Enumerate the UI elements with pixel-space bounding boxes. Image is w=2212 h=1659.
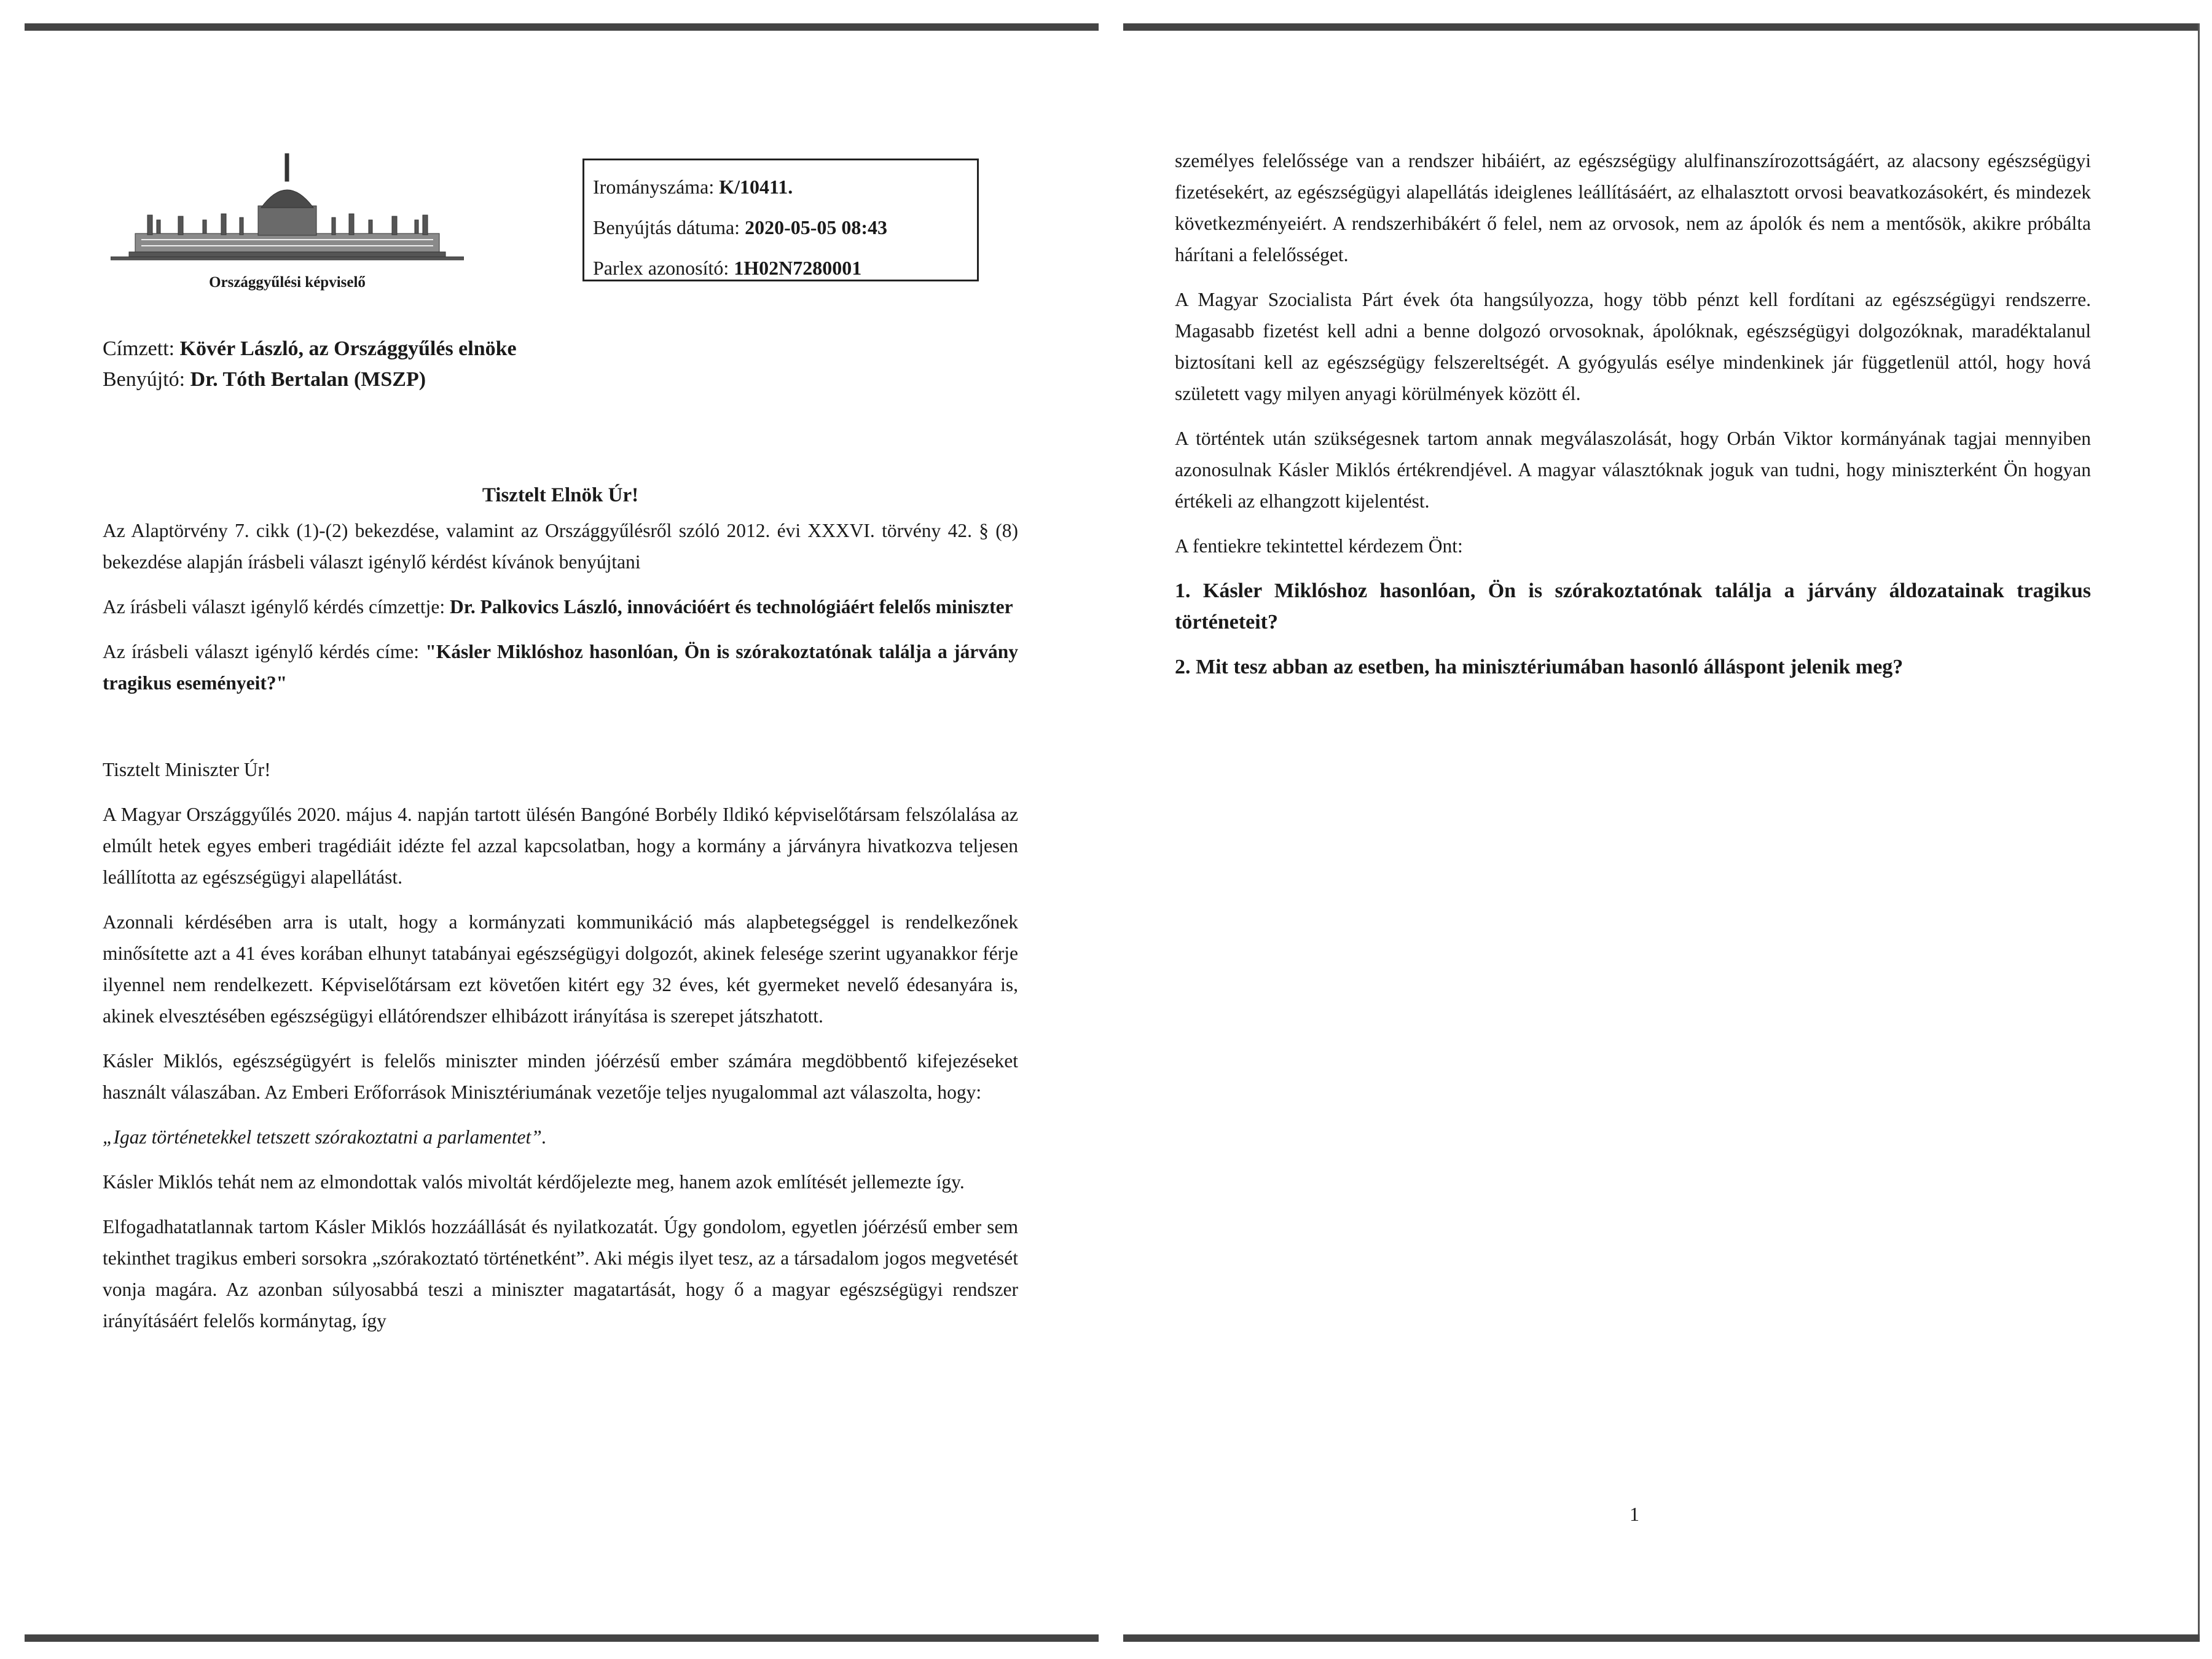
question-title-value: "Kásler Miklóshoz hasonlóan, Ön is szórakoztatónak találja a járvány tragikus eseményeit?" bbox=[103, 641, 1018, 694]
paragraph-body-7: A Magyar Szocialista Párt évek óta hangsúlyozza, hogy több pénzt kell fordítani az egészségügyi rendszerre. Magasabb fizetést kell adni a benne dolgozó orvosoknak, ápolóknak, egészségügyi dolgozóknak, maradéktalanul biztosítani kell az egészségügy felszereltségét. A gyógyulás esélye mindenkinek jár függetlenül attól, hogy hová született vagy milyen anyagi körülmények között él. bbox=[1175, 289, 2091, 404]
meta-irom-value: K/10411. bbox=[719, 176, 793, 198]
paragraph-title bbox=[103, 636, 1018, 699]
meta-irom-row bbox=[593, 167, 968, 207]
right-page-body bbox=[1175, 145, 2091, 696]
addressee-value: Kövér László, az Országgyűlés elnöke bbox=[179, 337, 517, 360]
meta-date-row bbox=[593, 207, 968, 248]
parliament-building-icon bbox=[111, 147, 464, 270]
question-title-label: Az írásbeli választ igénylő kérdés címe: bbox=[103, 641, 426, 662]
addressee-line bbox=[103, 334, 517, 364]
paragraph-legal-basis: Az Alaptörvény 7. cikk (1)-(2) bekezdése, valamint az Országgyűlésről szóló 2012. évi XXXVI. törvény 42. § (8) bekezdése alapján írásbeli választ igénylő kérdést kívánok benyújtani bbox=[103, 520, 1018, 573]
submitter-label: Benyújtó: bbox=[103, 368, 190, 391]
paragraph-body-8: A történtek után szükségesnek tartom annak megválaszolását, hogy Orbán Viktor kormányának tagjai mennyiben azonosulnak Kásler Miklós értékrendjével. A magyar választóknak joguk van tudni, hogy miniszterként Ön hogyan értékeli az elhangzott kijelentést. bbox=[1175, 428, 2091, 512]
page-number: 1 bbox=[1630, 1503, 1639, 1525]
meta-date-label: Benyújtás dátuma: bbox=[593, 216, 745, 238]
meta-parlex-value: 1H02N7280001 bbox=[734, 257, 862, 279]
recipient-label: Az írásbeli választ igénylő kérdés címzettje: bbox=[103, 596, 450, 618]
page-right-edge bbox=[2198, 23, 2200, 1642]
paragraph-intro-questions: A fentiekre tekintettel kérdezem Önt: bbox=[1175, 535, 1463, 557]
paragraph-body-2: Azonnali kérdésében arra is utalt, hogy a kormányzati kommunikáció más alapbetegséggel is rendelkezőnek minősítette azt a 41 éves korában elhunyt tatabányai egészségügyi dolgozót, akinek felesége szerint ugyanakkor férje ilyennel nem rendelkezett. Képviselőtársam ezt követően kitért egy 32 éves, két gyermeket nevelő édesanyára is, akinek elvesztésében egészségügyi ellátórendszer elhibázott irányítása is szerepet játszhatott. bbox=[103, 911, 1018, 1027]
question-1: 1. Kásler Miklóshoz hasonlóan, Ön is szórakoztatónak találja a járvány áldozatainak tragikus történeteit? bbox=[1175, 579, 2091, 633]
greeting-minister: Tisztelt Miniszter Úr! bbox=[103, 759, 271, 780]
meta-date-value: 2020-05-05 08:43 bbox=[745, 216, 888, 238]
document-meta-box bbox=[582, 159, 979, 281]
page-top-border bbox=[1123, 23, 2200, 31]
meta-parlex-row bbox=[593, 248, 968, 288]
question-2: 2. Mit tesz abban az esetben, ha minisztériumában hasonló álláspont jelenik meg? bbox=[1175, 656, 1904, 678]
meta-parlex-label: Parlex azonosító: bbox=[593, 257, 734, 279]
left-page-body bbox=[103, 480, 1018, 1350]
logo-caption: Országgyűlési képviselő bbox=[209, 274, 366, 291]
submitter-line bbox=[103, 364, 517, 395]
paragraph-recipient bbox=[103, 591, 1018, 622]
address-block bbox=[103, 334, 517, 395]
meta-irom-label: Irományszáma: bbox=[593, 176, 720, 198]
submitter-value: Dr. Tóth Bertalan (MSZP) bbox=[190, 368, 426, 391]
quote: „Igaz történetekkel tetszett szórakoztatni a parlamentet”. bbox=[103, 1126, 547, 1148]
paragraph-body-3: Kásler Miklós, egészségügyért is felelős miniszter minden jóérzésű ember számára megdöbbentő kifejezéseket használt válaszában. Az Emberi Erőforrások Minisztériumának vezetője teljes nyugalommal azt válaszolta, hogy: bbox=[103, 1050, 1018, 1103]
page-top-border bbox=[25, 23, 1099, 31]
page-bottom-border bbox=[25, 1634, 1099, 1642]
recipient-value: Dr. Palkovics László, innovációért és technológiáért felelős miniszter bbox=[450, 596, 1013, 618]
paragraph-body-6: személyes felelőssége van a rendszer hibáiért, az egészségügy alulfinanszírozottságáért, az alacsony egészségügyi fizetésekért, az egészségügyi alapellátás ideiglenes leállításáért, az elhalasztott orvosi beavatkozásokért, és mindezek következményeiért. A rendszerhibákért ő felel, nem az orvosok, nem az ápolók és nem a mentősök, akikre próbálta hárítani a felelősséget. bbox=[1175, 150, 2091, 265]
document-page-right bbox=[1117, 0, 2212, 1659]
paragraph-body-5: Elfogadhatatlannak tartom Kásler Miklós hozzáállását és nyilatkozatát. Úgy gondolom, egyetlen jóérzésű ember sem tekinthet tragikus emberi sorsokra „szórakoztató történetként”. Aki mégis ilyet tesz, az a társadalom jogos megvetését vonja magára. Az azonban súlyosabbá teszi a miniszter magatartását, hogy ő a magyar egészségügyi rendszer irányításáért felelős kormánytag, így bbox=[103, 1216, 1018, 1332]
page-bottom-border bbox=[1123, 1634, 2200, 1642]
paragraph-body-1: A Magyar Országgyűlés 2020. május 4. napján tartott ülésén Bangóné Borbély Ildikó képviselőtársam felszólalása az elmúlt hetek egyes emberi tragédiáit idézte fel azzal kapcsolatban, hogy a kormány a járványra hivatkozva teljesen leállította az egészségügyi alapellátást. bbox=[103, 804, 1018, 888]
paragraph-body-4: Kásler Miklós tehát nem az elmondottak valós mivoltát kérdőjelezte meg, hanem azok említését jellemezte így. bbox=[103, 1171, 965, 1193]
addressee-label: Címzett: bbox=[103, 337, 180, 360]
salutation-speaker: Tisztelt Elnök Úr! bbox=[482, 484, 639, 506]
parliament-logo bbox=[111, 147, 464, 295]
